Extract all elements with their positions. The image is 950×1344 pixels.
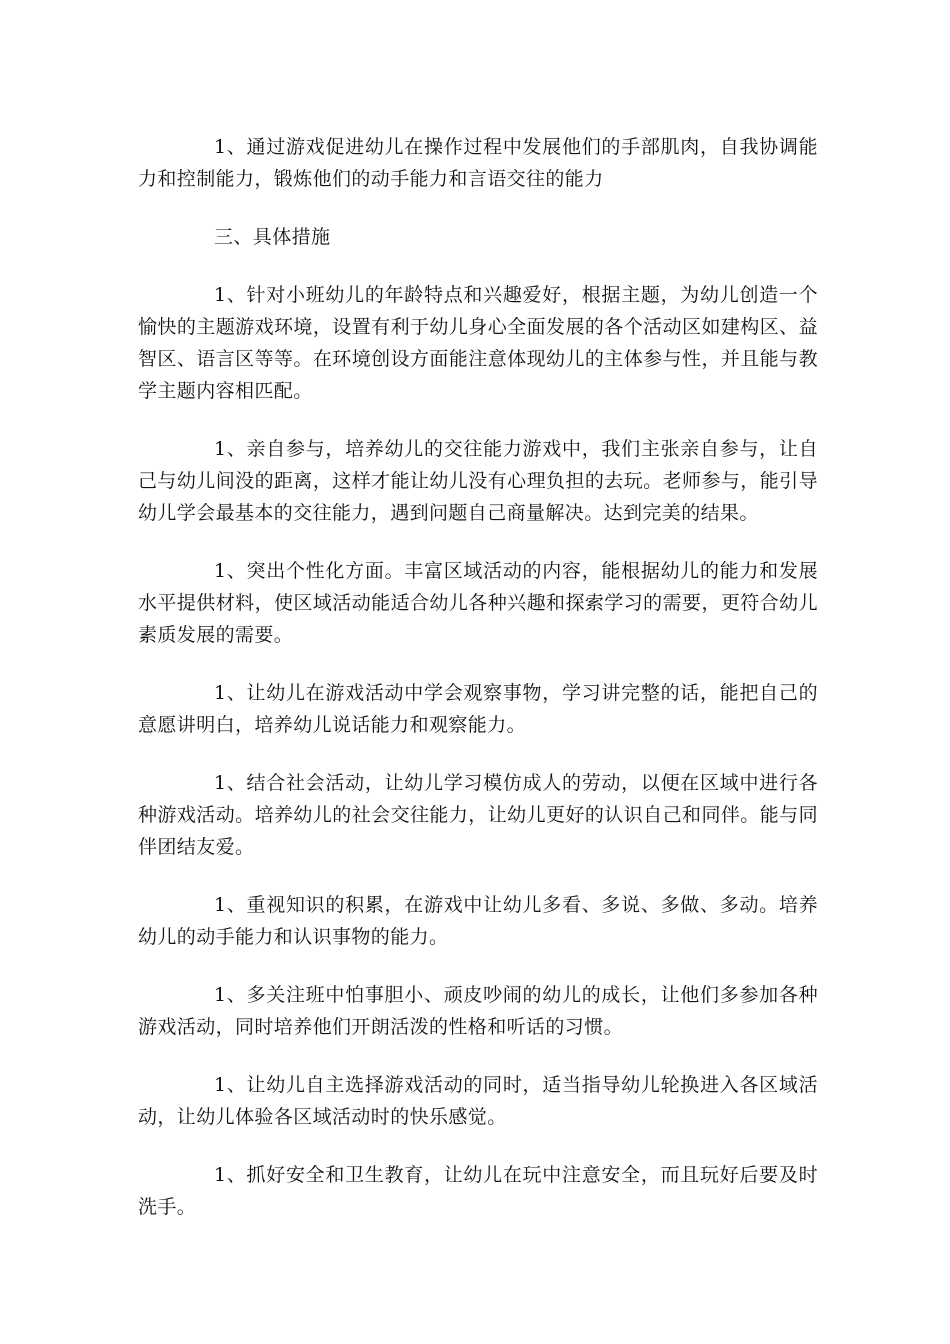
paragraph-personal-participation: 1、亲自参与，培养幼儿的交往能力游戏中，我们主张亲自参与，让自己与幼儿间没的距离，这样才能让幼儿没有心理负担的去玩。老师参与，能引导幼儿学会最基本的交往能力，遇到问题自己商量解决。达到完美的结果。: [138, 438, 818, 524]
paragraph-knowledge-accumulation: 1、重视知识的积累，在游戏中让幼儿多看、多说、多做、多动。培养幼儿的动手能力和认识事物的能力。: [138, 894, 818, 948]
paragraph-shy-children: 1、多关注班中怕事胆小、顽皮吵闹的幼儿的成长，让他们多参加各种游戏活动，同时培养他们开朗活泼的性格和听话的习惯。: [138, 984, 818, 1038]
paragraph-observation: 1、让幼儿在游戏活动中学会观察事物，学习讲完整的话，能把自己的意愿讲明白，培养幼儿说话能力和观察能力。: [138, 682, 818, 736]
paragraph-rotation: 1、让幼儿自主选择游戏活动的同时，适当指导幼儿轮换进入各区域活动，让幼儿体验各区域活动时的快乐感觉。: [138, 1074, 818, 1128]
paragraph-social-activity: 1、结合社会活动，让幼儿学习模仿成人的劳动，以便在区域中进行各种游戏活动。培养幼儿的社会交往能力，让幼儿更好的认识自己和同伴。能与同伴团结友爱。: [138, 772, 818, 858]
section-heading-measures: 三、具体措施: [214, 226, 331, 248]
paragraph-theme-environment: 1、针对小班幼儿的年龄特点和兴趣爱好，根据主题，为幼儿创造一个愉快的主题游戏环境，设置有利于幼儿身心全面发展的各个活动区如建构区、益智区、语言区等等。在环境创设方面能注意体现幼儿的主体参与性，并且能与教学主题内容相匹配。: [138, 284, 818, 402]
paragraph-individuality: 1、突出个性化方面。丰富区域活动的内容，能根据幼儿的能力和发展水平提供材料，使区域活动能适合幼儿各种兴趣和探索学习的需要，更符合幼儿素质发展的需要。: [138, 560, 818, 646]
paragraph-hand-muscle-goal: 1、通过游戏促进幼儿在操作过程中发展他们的手部肌肉，自我协调能力和控制能力，锻炼他们的动手能力和言语交往的能力: [138, 136, 818, 190]
paragraph-safety-hygiene: 1、抓好安全和卫生教育，让幼儿在玩中注意安全，而且玩好后要及时洗手。: [138, 1164, 818, 1218]
document-page: [138, 131, 818, 1249]
